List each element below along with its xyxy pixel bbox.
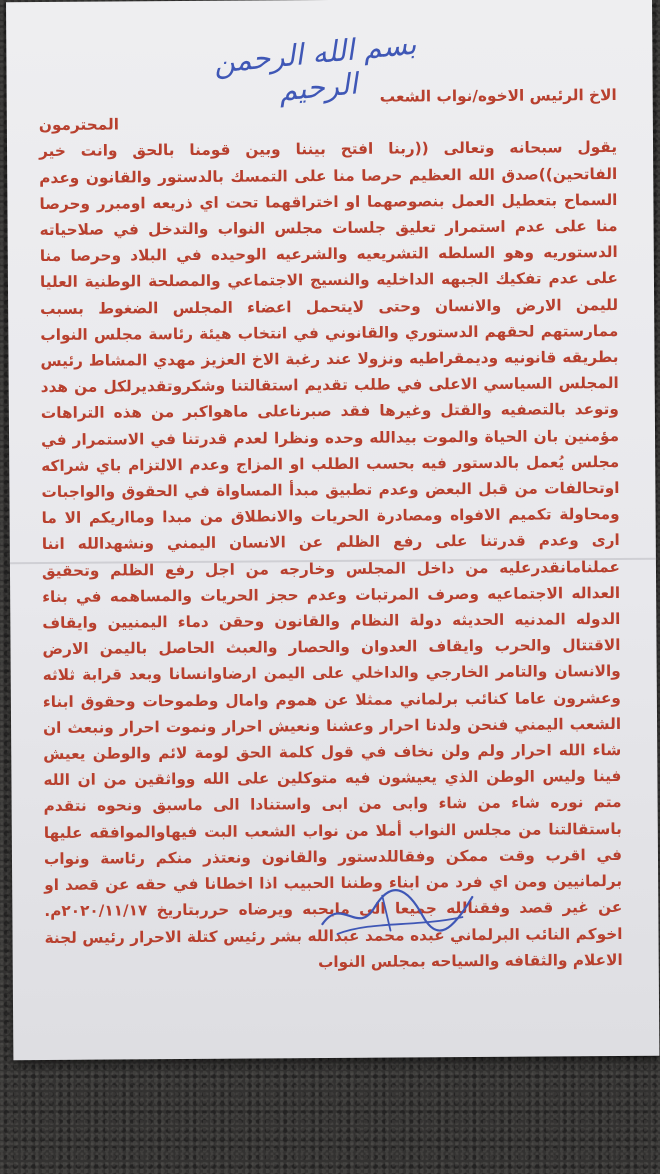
letter-body: [39, 82, 623, 977]
honorific-line: [39, 108, 617, 138]
addressee: الاخ الرئيس الاخوه/نواب الشعب: [379, 85, 617, 106]
letter-sheet: [6, 0, 659, 1060]
letter-paragraph: يقول سبحانه وتعالى ((ربنا افتح بيننا وبين قومنا بالحق وانت خير الفاتحين))صدق الله العظيم حرصا منا على التمسك بالدستور والقانون وعدم السماح بتعطيل العمل بنصوصهما او اختراقهما تحت اي ذريعه اومبرر وحرصا منا على عدم استمرار تعليق جلسات مجلس النواب والتدخل في صلاحياته الدستوريه وهو السلطه التشريعيه والشرعيه الوحيده في البلاد وحرصا منا على عدم تفكيك الجبهه الداخليه والنسيج الاجتماعي والمصلحة الوطنية العليا لليمن الارض والانسان وحتى لايتحمل اعضاء المجلس الضغوط بسبب ممارستهم لحقهم الدستوري والقانوني في انتخاب هيئة رئاسة مجلس النواب بطريقه قانونيه وديمقراطيه ونزولا عند رغبة الاخ العزيز مهدي المشاط رئيس المجلس السياسي الاعلى في طلب تقديم استقالتنا وشكروتقديرلكل من هدد وتوعد بالتصفيه والقتل وغيرها فقد صبرناعلى ماهواكبر من هذه التراهات مؤمنين بان الحياة والموت بيدالله وحده ونظرا لعدم قدرتنا في الاستمرار في مجلس يُعمل بالدستور فيه بحسب الطلب او المزاج وعدم الالتزام باي شراكه اوتحالفات من قبل البعض وعدم تطبيق مبدأ المساواة في الحقوق والواجبات ومحاولة تكميم الافواه ومصادرة الحريات والانطلاق من مبدا ومااريكم الا ما ارى وعدم قدرتنا على رفع الظلم عن الانسان اليمني ونشهدالله اننا عملنامانقدرعليه من داخل المجلس وخارجه من اجل رفع الظلم وتحقيق العداله الاجتماعيه وصرف المرتبات وعدم حجز الحريات والمساهمه في بناء الدوله المدنيه الحديثه دولة النظام والقانون وحقن دماء اليمنيين وايقاف الاقتتال والحرب وايقاف العدوان والحصار والعبث الحاصل باليمن الارض والانسان والتامر الخارجي والداخلي على اليمن ارضاوانسانا وبعد قرابة ثلاثه وعشرون عاما كنائب برلماني ممثلا عن هموم وامال وطموحات وحقوق ابناء الشعب اليمني فنحن ولدنا احرار وعشنا ونعيش احرار ونموت احرار ونبعث ان شاء الله احرار ولم ولن نخاف في قول كلمة الحق لومة لائم والوطن يعيش فينا وليس الوطن الذي يعيشون فيه متوكلين على الله وواثقين من ان الله متم نوره شاء من شاء وابى من ابى واستنادا الى ماسبق ونحوه نتقدم باستقالتنا من مجلس النواب أملا من نواب الشعب البت فيهاوالموافقه عليها في اقرب وقت ممكن وفقاللدستور والقانون ونعتذر منكم رئاسة ونواب برلمانيين ومن اي فرد من ابناء وطننا الحبيب اذا اخطانا في حقه عن قصد او عن غير قصد وفقنالله جميعا الى مايحبه ويرضاه حرربتاريخ ٢٠٢٠/١١/١٧م. اخوكم النائب البرلماني عبده محمد عبدالله بشر رئيس كتلة الاحرار رئيس لجنة الاعلام والثقافه والسياحه بمجلس النواب: [38, 138, 623, 971]
addressee-line: [39, 82, 617, 112]
basmala-heading: بسم الله الرحمن الرحيم: [212, 26, 418, 108]
honorific: المحترمون: [38, 115, 120, 135]
handwritten-signature: [312, 875, 482, 946]
